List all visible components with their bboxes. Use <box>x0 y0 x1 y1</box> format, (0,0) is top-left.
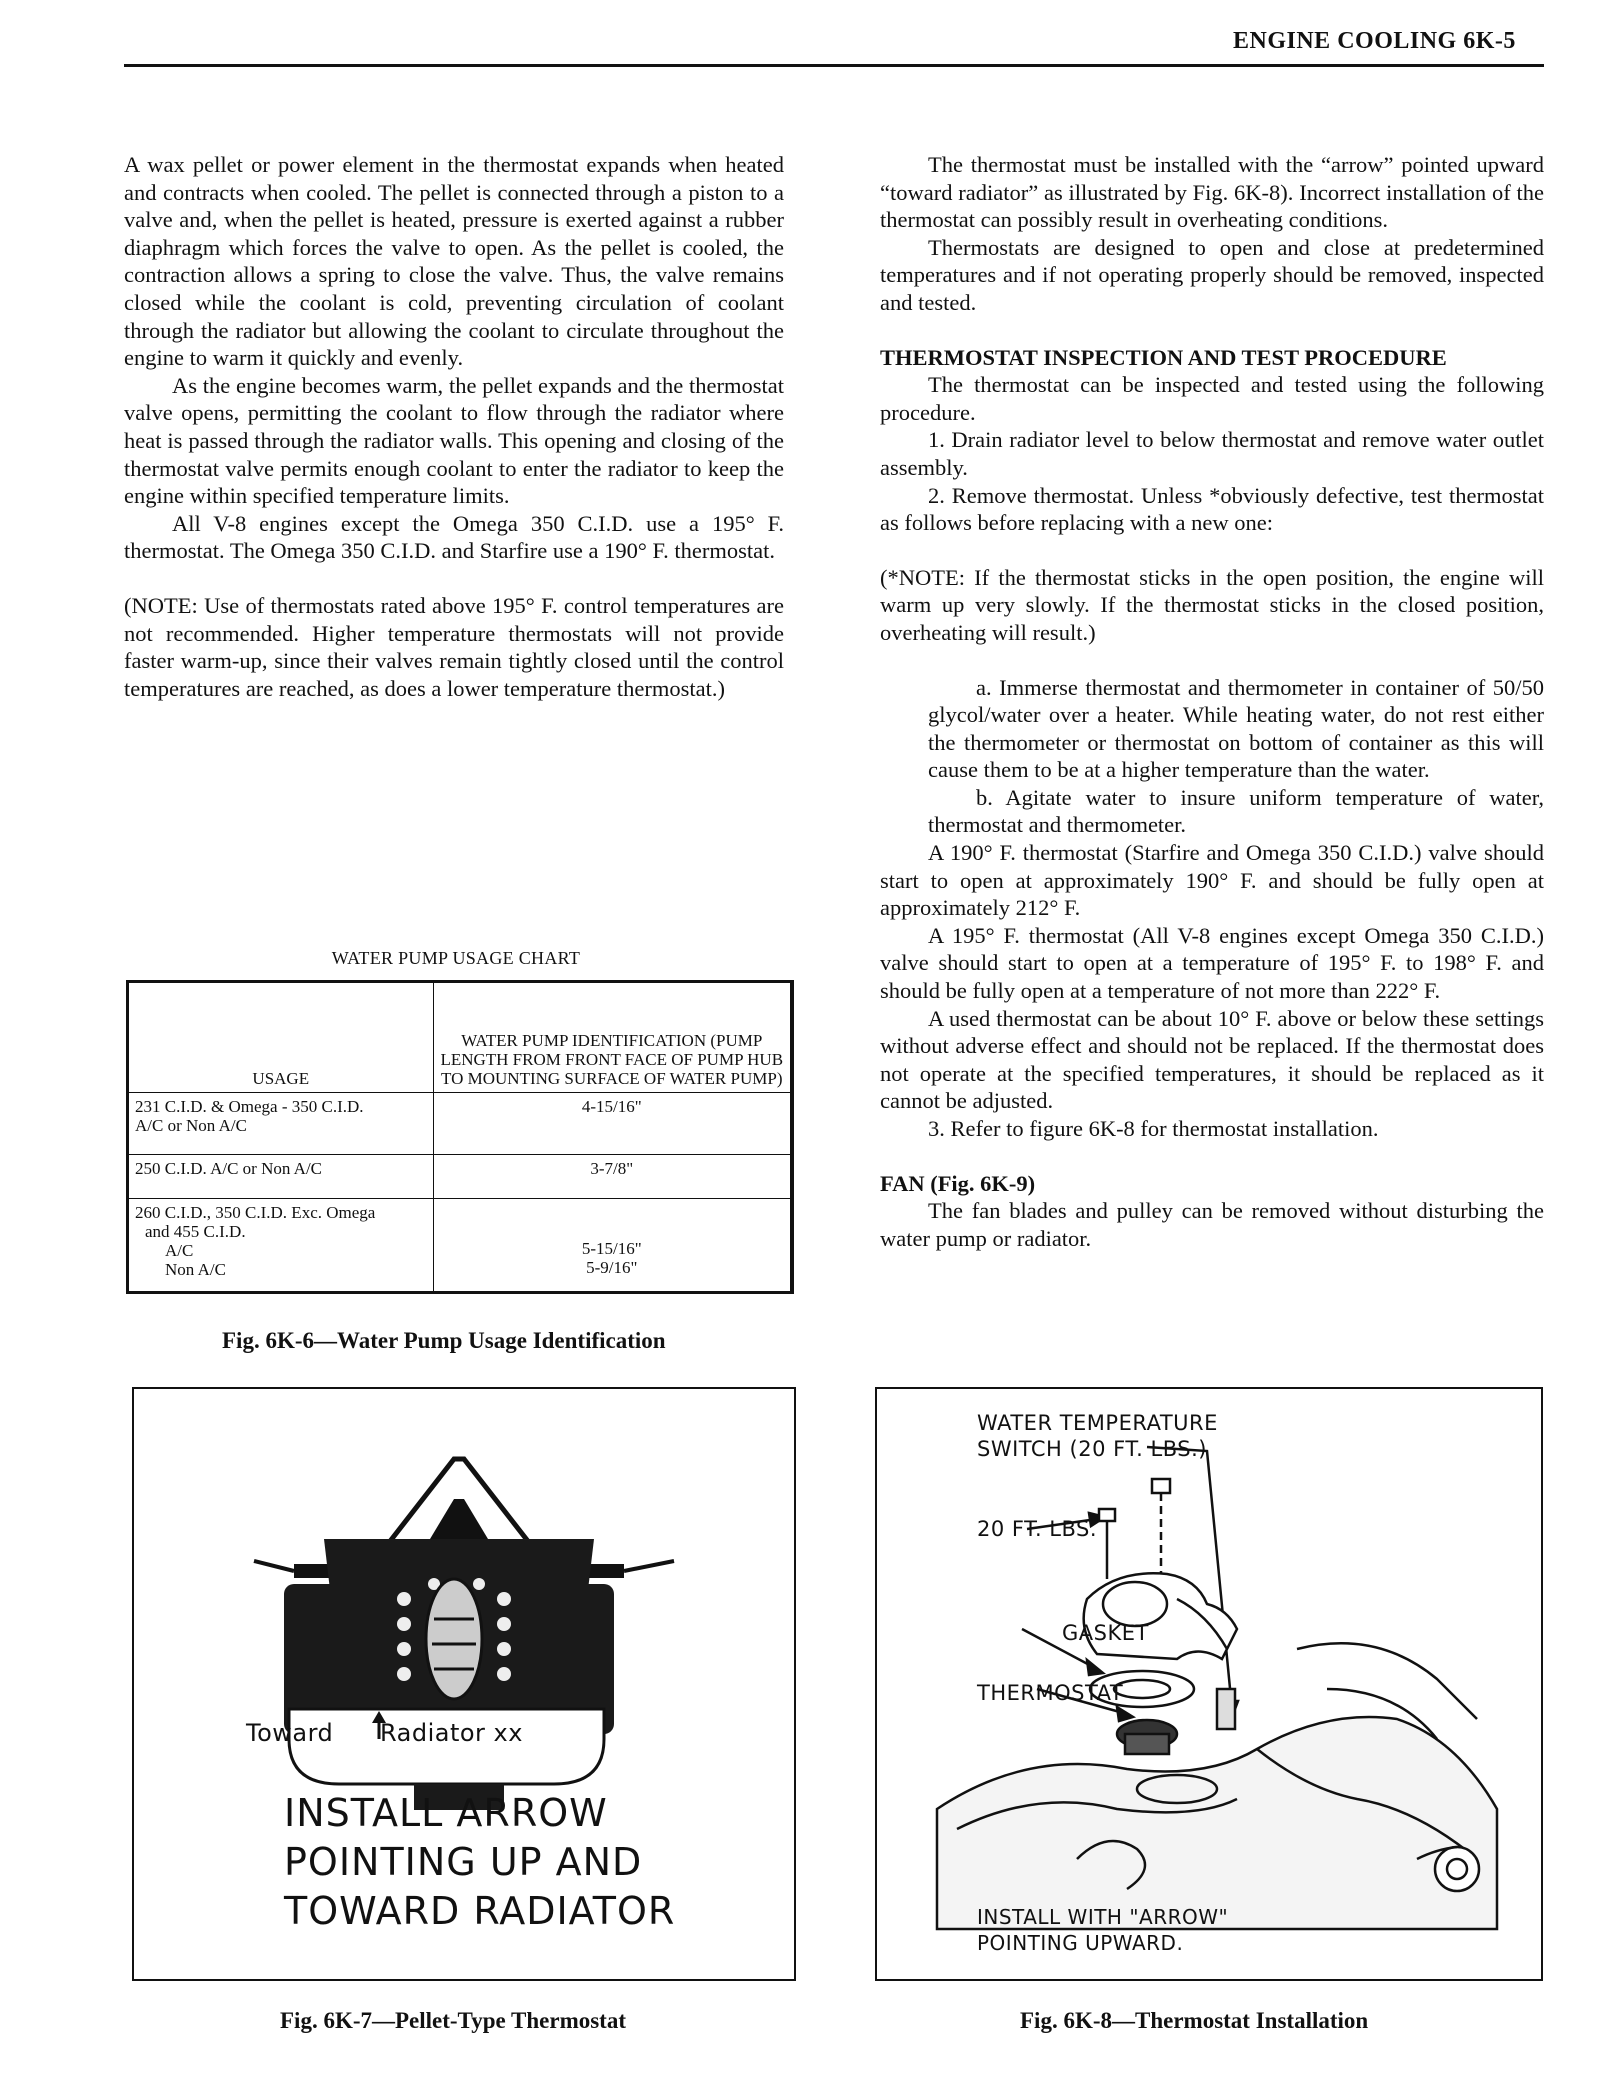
label-install-arrow-1: INSTALL WITH "ARROW" <box>977 1905 1229 1929</box>
usage-cell: A/C <box>165 1241 194 1260</box>
table-row <box>129 1093 791 1155</box>
paragraph-procedure-intro: The thermostat can be inspected and tested using the following procedure. <box>880 372 1544 425</box>
figure-7-caption: Fig. 6K-7—Pellet-Type Thermostat <box>280 2008 626 2033</box>
value-cell: 3-7/8" <box>433 1155 790 1199</box>
figure-6-caption: Fig. 6K-6—Water Pump Usage Identification <box>222 1328 666 1353</box>
header-rule <box>124 64 1544 67</box>
paragraph-fan: The fan blades and pulley can be removed without disturbing the water pump or radiator. <box>880 1198 1544 1251</box>
table-header-identification: WATER PUMP IDENTIFICATION (PUMP LENGTH FROM FRONT FACE OF PUMP HUB TO MOUNTING SURFACE OF WATER PUMP) <box>433 983 790 1093</box>
step-2: 2. Remove thermostat. Unless *obviously defective, test thermostat as follows before replacing with a new one: <box>880 482 1544 536</box>
figure-8-caption: Fig. 6K-8—Thermostat Installation <box>1020 2008 1369 2033</box>
install-arrow-line-2: POINTING UP AND <box>284 1840 643 1884</box>
paragraph-used-thermostat: A used thermostat can be about 10° F. above or below these settings without adverse effect and should not be replaced. If the thermostat does not operate at the specified temperatures, it should be replaced as it cannot be adjusted. <box>880 1005 1544 1114</box>
table-header-usage: USAGE <box>129 983 434 1093</box>
heading-inspection-test: THERMOSTAT INSPECTION AND TEST PROCEDURE <box>880 344 1447 370</box>
paragraph-v8-thermostat: All V-8 engines except the Omega 350 C.I.D. use a 195° F. thermostat. The Omega 350 C.I.D. and Starfire use a 190° F. thermostat. <box>124 510 784 564</box>
usage-cell: 260 C.I.D., 350 C.I.D. Exc. Omega <box>135 1203 376 1222</box>
figure-7-box <box>132 1387 796 1981</box>
chart-title: WATER PUMP USAGE CHART <box>331 948 581 968</box>
usage-cell: and 455 C.I.D. <box>145 1222 246 1241</box>
step-3: 3. Refer to figure 6K-8 for thermostat installation. <box>928 1116 1379 1141</box>
label-water-temp-switch-2: SWITCH (20 FT. LBS.) <box>977 1437 1207 1461</box>
label-install-arrow-2: POINTING UPWARD. <box>977 1931 1184 1955</box>
thermostat-illustration <box>134 1389 794 1829</box>
install-arrow-line-3: TOWARD RADIATOR <box>284 1889 676 1933</box>
usage-cell: Non A/C <box>165 1260 226 1279</box>
left-column <box>124 151 784 702</box>
table-row <box>129 1199 791 1292</box>
value-cell: 4-15/16" <box>433 1093 790 1155</box>
table-row <box>129 1155 791 1199</box>
label-water-temp-switch-1: WATER TEMPERATURE <box>977 1411 1218 1435</box>
label-gasket: GASKET <box>1062 1621 1149 1645</box>
paragraph-190-thermostat: A 190° F. thermostat (Starfire and Omega 350 C.I.D.) valve should start to open at approximately 190° F. and should be fully open at approximately 212° F. <box>880 840 1544 921</box>
water-pump-usage-table <box>126 980 794 1294</box>
paragraph-install-arrow: The thermostat must be installed with the “arrow” pointed upward “toward radiator” as illustrated by Fig. 6K-8). Incorrect installation of the thermostat can possibly result in overheating conditions. <box>880 152 1544 233</box>
paragraph-engine-warm: As the engine becomes warm, the pellet expands and the thermostat valve opens, permitting the coolant to flow through the radiator where heat is passed through the radiator walls. This opening and closing of the thermostat valve permits enough coolant to enter the radiator to keep the engine within specified temperature limits. <box>124 372 784 509</box>
label-20-ft-lbs: 20 FT. LBS. <box>977 1517 1098 1541</box>
paragraph-wax-pellet: A wax pellet or power element in the thermostat expands when heated and contracts when cooled. The pellet is connected through a piston to a valve and, when the pellet is heated, pressure is exerted against a rubber diaphragm which forces the valve to open. As the pellet is cooled, the contraction allows a spring to close the valve. Thus, the valve remains closed while the coolant is cold, preventing circulation of coolant through the radiator but allowing the coolant to circulate throughout the engine to warm it quickly and evenly. <box>124 152 784 371</box>
note-sticking-thermostat: (*NOTE: If the thermostat sticks in the open position, the engine will warm up very slowly. If the thermostat sticks in the closed position, overheating will result.) <box>880 564 1544 645</box>
value-cell: 5-9/16" <box>586 1258 638 1277</box>
step-a: a. Immerse thermostat and thermometer in container of 50/50 glycol/water over a heater. While heating water, do not rest either the thermometer or thermostat on bottom of container as this will cause them to be at a higher temperature than the water. <box>928 674 1544 783</box>
step-b: b. Agitate water to insure uniform temperature of water, thermostat and thermometer. <box>928 784 1544 838</box>
figure-8-box <box>875 1387 1543 1981</box>
usage-cell: A/C or Non A/C <box>135 1116 247 1135</box>
right-column <box>880 151 1544 1252</box>
step-1: 1. Drain radiator level to below thermostat and remove water outlet assembly. <box>880 427 1544 480</box>
label-thermostat: THERMOSTAT <box>977 1681 1124 1705</box>
usage-cell: 231 C.I.D. & Omega - 350 C.I.D. <box>135 1097 364 1116</box>
usage-cell: 250 C.I.D. A/C or Non A/C <box>129 1155 434 1199</box>
value-cell: 5-15/16" <box>581 1239 642 1258</box>
stamp-radiator-text: Radiator xx <box>380 1719 523 1747</box>
page-header: ENGINE COOLING 6K-5 <box>1233 28 1516 54</box>
install-arrow-line-1: INSTALL ARROW <box>284 1791 608 1835</box>
heading-fan: FAN (Fig. 6K-9) <box>880 1170 1036 1196</box>
paragraph-195-thermostat: A 195° F. thermostat (All V-8 engines except Omega 350 C.I.D.) valve should start to open at a temperature of 195° F. to 198° F. and should be fully open at a temperature of not more than 222° F. <box>880 922 1544 1004</box>
paragraph-thermostats-designed: Thermostats are designed to open and close at predetermined temperatures and if not operating properly should be removed, inspected and tested. <box>880 234 1544 315</box>
stamp-toward-text: Toward <box>246 1719 334 1747</box>
note-thermostat-rating: (NOTE: Use of thermostats rated above 195° F. control temperatures are not recommended. Higher temperature thermostats will not provide faster warm-up, since their valves remain tightly closed until the control temperatures are reached, as does a lower temperature thermostat.) <box>124 592 784 701</box>
